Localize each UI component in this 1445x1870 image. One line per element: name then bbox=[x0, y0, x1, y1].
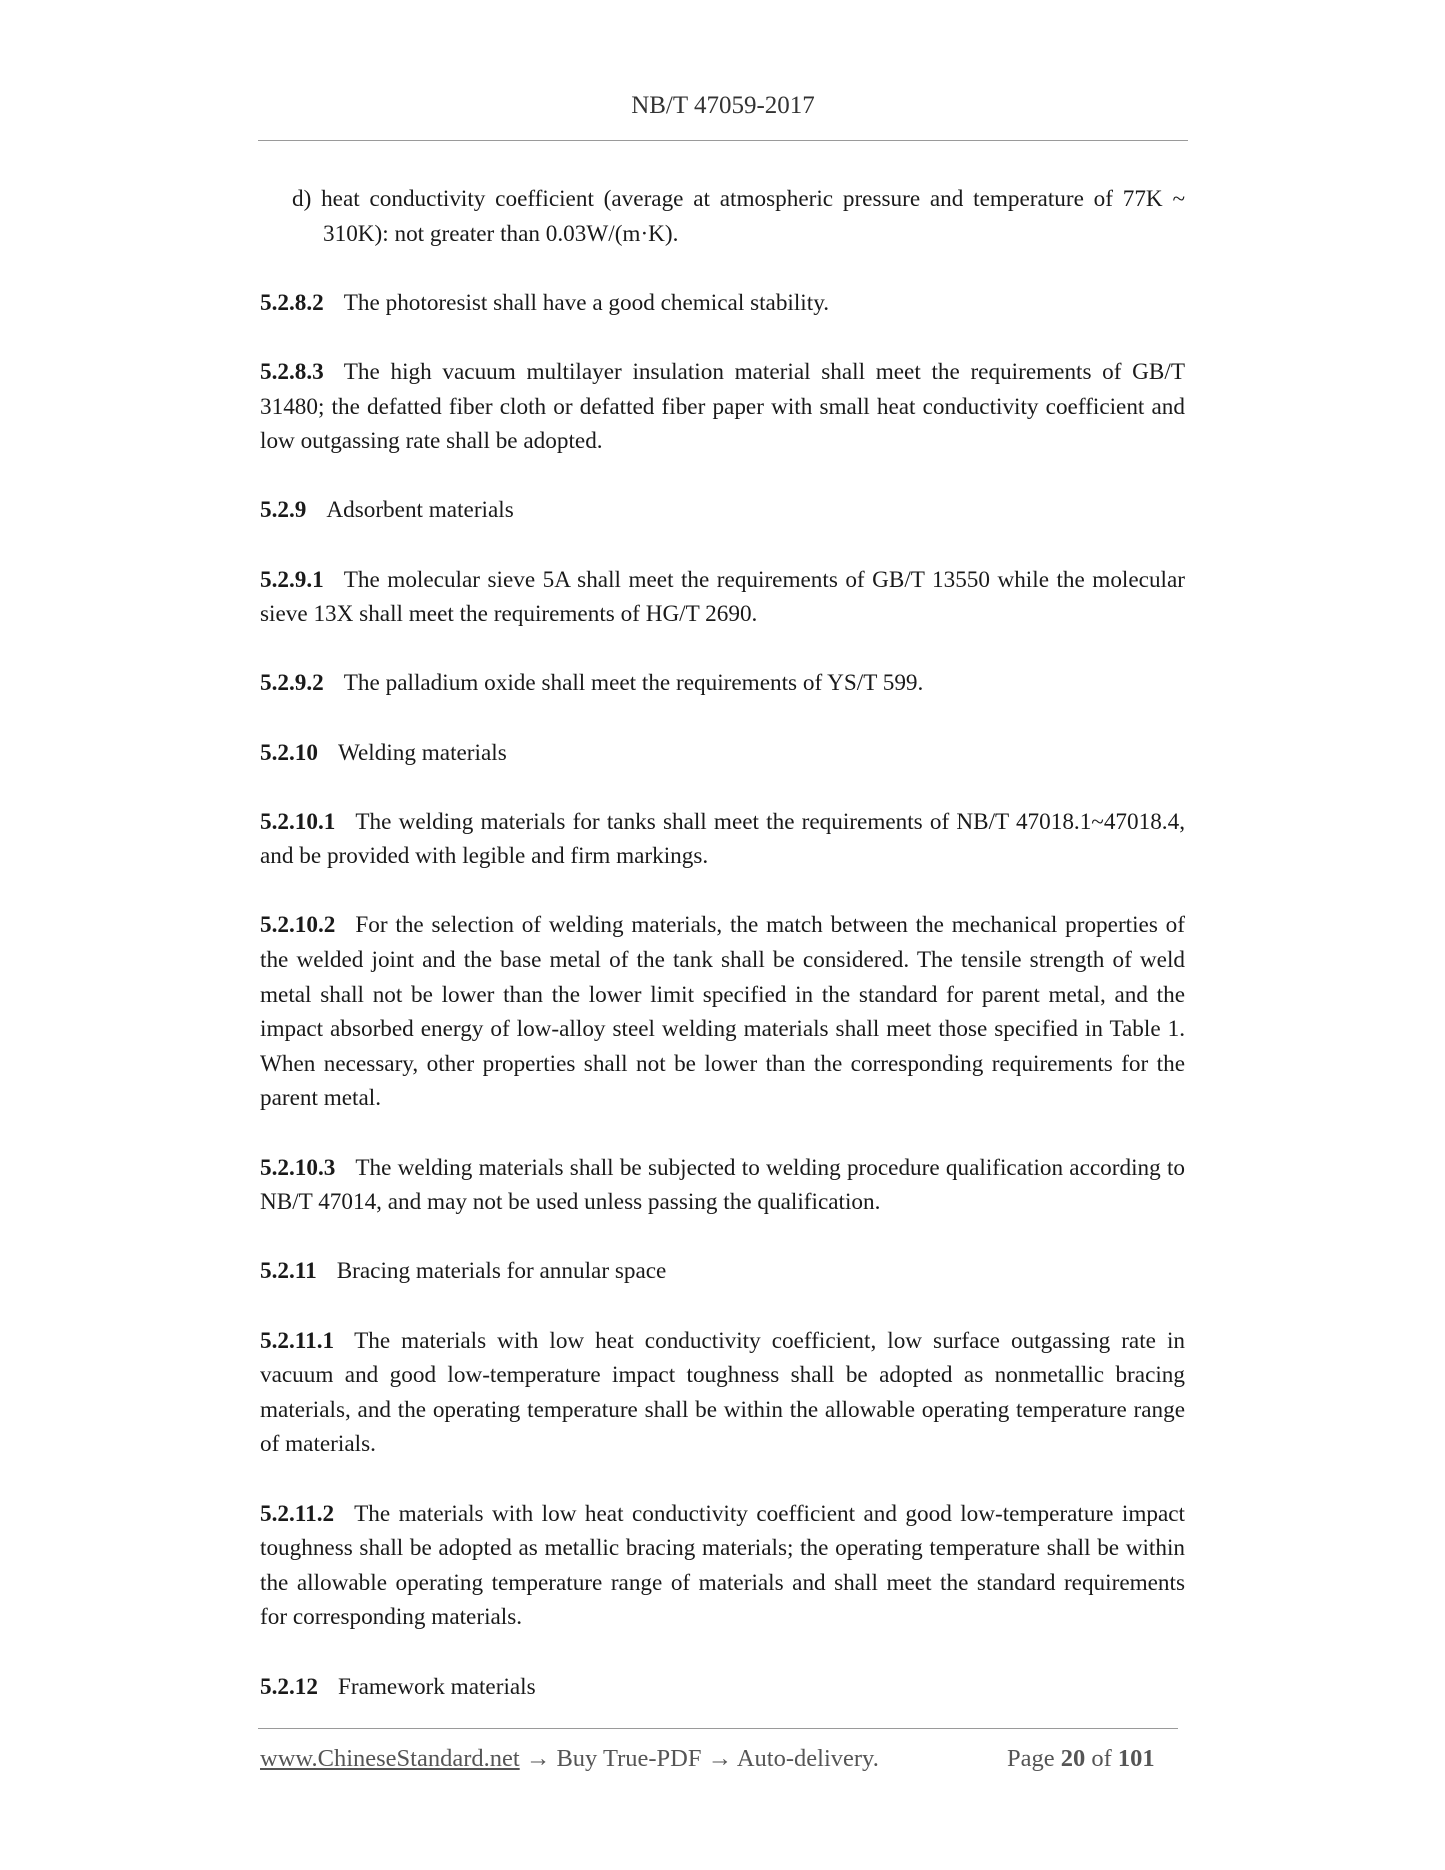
page-total: 101 bbox=[1117, 1745, 1155, 1772]
paragraph-text: The molecular sieve 5A shall meet the requirements of GB/T 13550 while the molecular sieve 13X shall meet the requirements of HG/T 2690. bbox=[260, 566, 1185, 628]
heading-5-2-12 bbox=[260, 1670, 1185, 1705]
clause-number: 5.2.9.1 bbox=[260, 566, 324, 593]
heading-5-2-11 bbox=[260, 1254, 1185, 1289]
clause-number: 5.2.10.3 bbox=[260, 1154, 336, 1181]
header-divider bbox=[258, 140, 1188, 141]
clause-5-2-11-2 bbox=[260, 1497, 1185, 1635]
paragraph-text: d) heat conductivity coefficient (average at atmospheric pressure and temperature of 77K ~ 310K): not greater than 0.03W/(m·K). bbox=[292, 186, 1185, 247]
heading-5-2-10 bbox=[260, 736, 1185, 771]
clause-5-2-10-1 bbox=[260, 805, 1185, 874]
page-of: of bbox=[1091, 1745, 1112, 1772]
paragraph-text: The high vacuum multilayer insulation material shall meet the requirements of GB/T 31480; the defatted fiber cloth or defatted fiber paper with small heat conductivity coefficient and low outgassing rate shall be adopted. bbox=[260, 358, 1185, 455]
clause-number: 5.2.11 bbox=[260, 1258, 317, 1285]
list-item-d bbox=[260, 182, 1185, 251]
page-indicator bbox=[1007, 1745, 1155, 1773]
clause-number: 5.2.9.2 bbox=[260, 670, 324, 697]
paragraph-text: The welding materials shall be subjected to welding procedure qualification according to NB/T 47014, and may not be used unless passing the qualification. bbox=[260, 1154, 1185, 1216]
clause-number: 5.2.11.2 bbox=[260, 1500, 335, 1527]
clause-5-2-10-3 bbox=[260, 1151, 1185, 1220]
clause-5-2-9-1 bbox=[260, 563, 1185, 632]
paragraph-text: The materials with low heat conductivity coefficient, low surface outgassing rate in vacuum and good low-temperature impact toughness shall be adopted as nonmetallic bracing materials, and the operating temperature shall be within the allowable operating temperature range of materials. bbox=[260, 1327, 1185, 1458]
clause-5-2-11-1 bbox=[260, 1324, 1185, 1462]
page-current: 20 bbox=[1060, 1745, 1086, 1772]
site-link[interactable]: www.ChineseStandard.net bbox=[260, 1745, 520, 1772]
paragraph-text: The materials with low heat conductivity coefficient and good low-temperature impact toughness shall be adopted as metallic bracing materials; the operating temperature shall be within the allowable operating temperature range of materials and shall meet the standard requirements for corresponding materials. bbox=[260, 1500, 1185, 1631]
promo-text: → Buy True-PDF → Auto-delivery. bbox=[519, 1745, 879, 1772]
heading-5-2-9 bbox=[260, 493, 1185, 528]
paragraph-text: For the selection of welding materials, the match between the mechanical properties of the welded joint and the base metal of the tank shall be considered. The tensile strength of weld metal shall not be lower than the lower limit specified in the standard for parent metal, and the impact absorbed energy of low-alloy steel welding materials shall meet those specified in Table 1. When necessary, other properties shall not be lower than the corresponding requirements for the parent metal. bbox=[260, 912, 1185, 1112]
clause-5-2-10-2 bbox=[260, 908, 1185, 1116]
clause-number: 5.2.9 bbox=[260, 497, 307, 524]
clause-number: 5.2.8.2 bbox=[260, 289, 324, 316]
clause-number: 5.2.10.1 bbox=[260, 808, 336, 835]
clause-5-2-8-3 bbox=[260, 355, 1185, 459]
heading-text: Bracing materials for annular space bbox=[336, 1258, 667, 1285]
clause-number: 5.2.10.2 bbox=[260, 912, 336, 939]
clause-number: 5.2.11.1 bbox=[260, 1327, 335, 1354]
page-header: NB/T 47059-2017 bbox=[631, 92, 815, 119]
document-body bbox=[260, 182, 1185, 1704]
clause-number: 5.2.8.3 bbox=[260, 358, 324, 385]
heading-text: Adsorbent materials bbox=[326, 497, 514, 524]
paragraph-text: The photoresist shall have a good chemical stability. bbox=[343, 289, 830, 316]
clause-number: 5.2.10 bbox=[260, 739, 318, 766]
heading-text: Welding materials bbox=[337, 739, 507, 766]
paragraph-text: The palladium oxide shall meet the requirements of YS/T 599. bbox=[343, 670, 924, 697]
clause-5-2-8-2 bbox=[260, 286, 1185, 321]
footer-promo bbox=[260, 1745, 879, 1773]
heading-text: Framework materials bbox=[337, 1673, 536, 1700]
clause-5-2-9-2 bbox=[260, 666, 1185, 701]
page-label: Page bbox=[1007, 1745, 1055, 1772]
clause-number: 5.2.12 bbox=[260, 1673, 318, 1700]
paragraph-text: The welding materials for tanks shall meet the requirements of NB/T 47018.1~47018.4, and be provided with legible and firm markings. bbox=[260, 808, 1185, 870]
footer-divider bbox=[258, 1728, 1178, 1729]
